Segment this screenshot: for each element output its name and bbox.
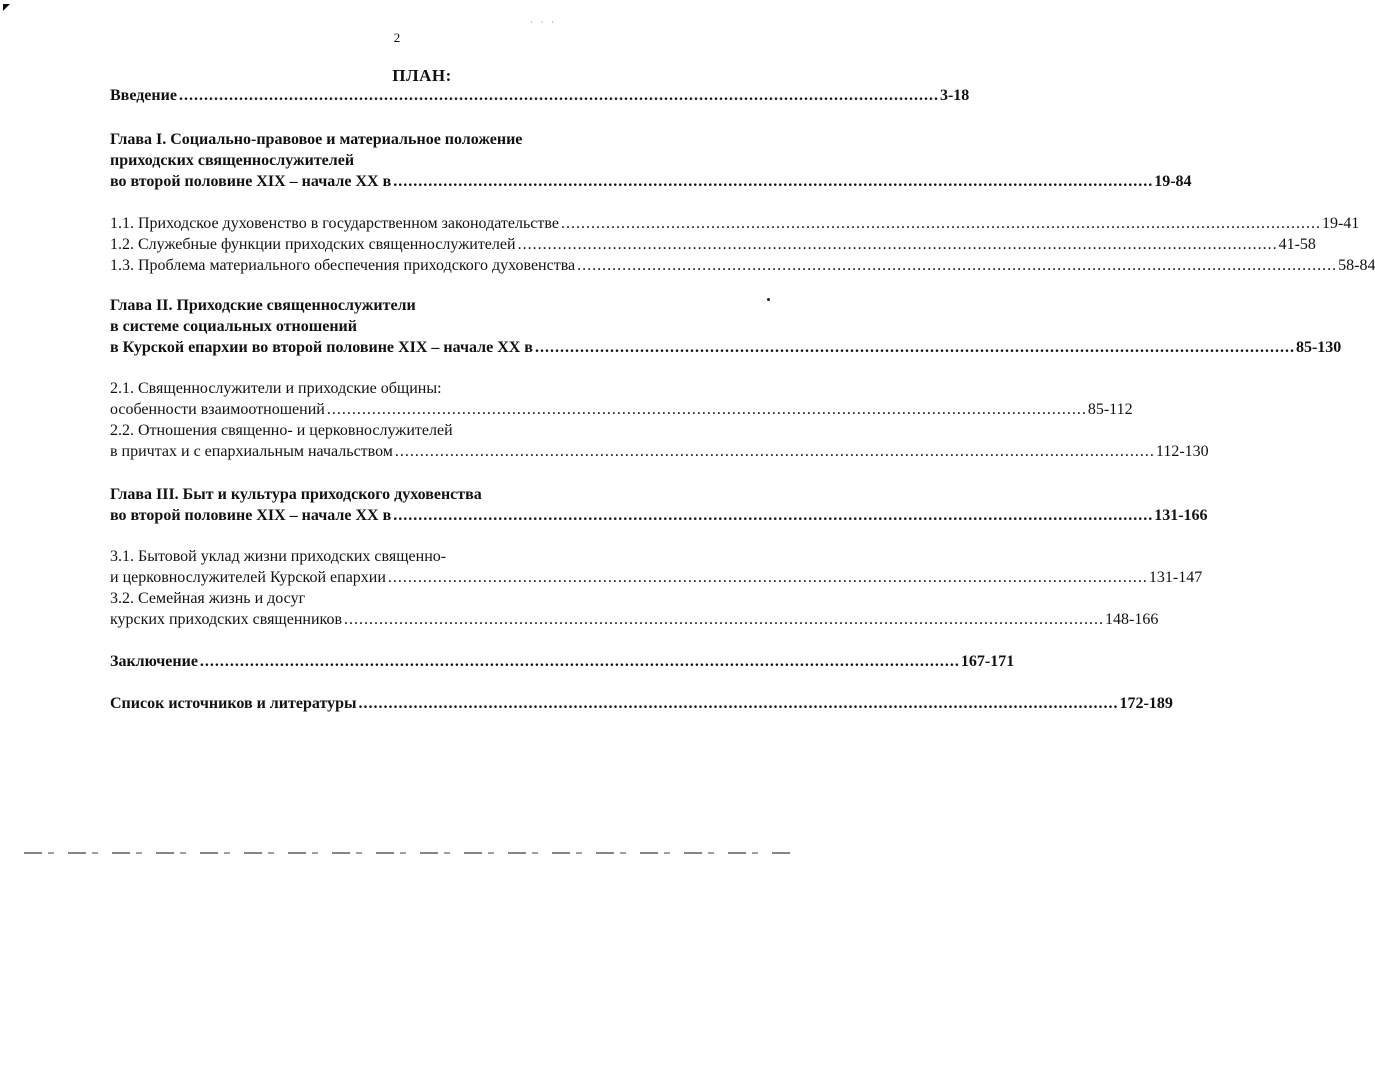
scan-speckles: ··· <box>530 18 562 27</box>
toc-entry-label: особенности взаимоотношений <box>110 401 325 418</box>
toc-entry-pages: 148-166 <box>1105 611 1159 628</box>
toc-leader-dots: ........................................................................................................................................................ <box>199 653 960 670</box>
toc-section-3-1-line-1: 3.1. Бытовой уклад жизни приходских священно- <box>110 548 447 565</box>
toc-entry-label: Список источников и литературы <box>110 695 357 712</box>
toc-section-2-2-line-1: 2.2. Отношения священно- и церковнослужителей <box>110 422 453 439</box>
page-number: 2 <box>393 30 401 45</box>
toc-entry-chapter-2 <box>110 337 1342 358</box>
toc-entry-pages: 3-18 <box>939 87 970 104</box>
toc-chapter-1-line-1: Глава I. Социально-правовое и материальное положение <box>110 131 523 148</box>
toc-entry-pages: 85-112 <box>1087 401 1133 418</box>
toc-entry-label: 1.1. Приходское духовенство в государственном законодательстве <box>110 215 559 232</box>
toc-leader-dots: ........................................................................................................................................................ <box>326 401 1087 418</box>
toc-entry-pages: 58-84 <box>1338 257 1375 274</box>
toc-entry-pages: 41-58 <box>1278 236 1316 253</box>
toc-entry-pages: 167-171 <box>960 653 1015 670</box>
toc-leader-dots: ........................................................................................................................................................ <box>560 215 1321 232</box>
toc-entry-chapter-1 <box>110 171 1192 192</box>
toc-title: ПЛАН: <box>392 66 452 85</box>
toc-chapter-2-line-1: Глава II. Приходские священнослужители <box>110 297 416 314</box>
toc-entry-bibliography <box>110 693 1173 714</box>
toc-entry-label: 1.2. Служебные функции приходских священнослужителей <box>110 236 516 253</box>
toc-leader-dots: ........................................................................................................................................................ <box>534 339 1295 356</box>
toc-chapter-3-line-1: Глава III. Быт и культура приходского духовенства <box>110 486 482 503</box>
toc-entry-pages: 172-189 <box>1119 695 1173 712</box>
toc-leader-dots: ........................................................................................................................................................ <box>577 257 1338 274</box>
toc-entry-pages: 112-130 <box>1155 443 1209 460</box>
toc-entry-section-2-1 <box>110 399 1133 420</box>
toc-leader-dots: ........................................................................................................................................................ <box>387 569 1148 586</box>
toc-leader-dots: ........................................................................................................................................................ <box>393 173 1154 190</box>
toc-entry-section-1-1 <box>110 213 1360 234</box>
toc-entry-label: в причтах и с епархиальным начальством <box>110 443 393 460</box>
toc-entry-pages: 19-41 <box>1321 215 1360 232</box>
toc-entry-pages: 131-147 <box>1148 569 1203 586</box>
toc-leader-dots: ........................................................................................................................................................ <box>393 507 1154 524</box>
toc-entry-label: курских приходских священников <box>110 611 343 628</box>
toc-leader-dots: ........................................................................................................................................................ <box>178 87 939 104</box>
toc-entry-label: в Курской епархии во второй половине XIX – начале XX в <box>110 339 533 356</box>
toc-entry-label: Заключение <box>110 653 198 670</box>
toc-entry-label: Введение <box>110 87 177 104</box>
scan-speck <box>767 298 770 301</box>
scan-corner-mark <box>3 4 10 11</box>
toc-entry-label: во второй половине XIX – начале XX в <box>110 173 392 190</box>
toc-entry-label: 1.3. Проблема материального обеспечения приходского духовенства <box>110 257 576 274</box>
toc-entry-introduction <box>110 85 970 106</box>
toc-entry-section-3-1 <box>110 567 1203 588</box>
toc-leader-dots: ........................................................................................................................................................ <box>358 695 1119 712</box>
scan-artifact-line <box>24 852 794 854</box>
toc-entry-pages: 85-130 <box>1295 339 1342 356</box>
toc-chapter-2-line-2: в системе социальных отношений <box>110 318 357 335</box>
toc-entry-chapter-3 <box>110 505 1208 526</box>
toc-entry-label: и церковнослужителей Курской епархии <box>110 569 386 586</box>
toc-section-3-2-line-1: 3.2. Семейная жизнь и досуг <box>110 590 306 607</box>
toc-entry-label: во второй половине XIX – начале XX в <box>110 507 392 524</box>
toc-entry-section-1-3 <box>110 255 1375 276</box>
toc-leader-dots: ........................................................................................................................................................ <box>394 443 1155 460</box>
toc-entry-section-1-2 <box>110 234 1316 255</box>
toc-entry-conclusion <box>110 651 1015 672</box>
toc-entry-section-3-2 <box>110 609 1159 630</box>
toc-entry-pages: 19-84 <box>1154 173 1192 190</box>
toc-entry-pages: 131-166 <box>1154 507 1208 524</box>
toc-chapter-1-line-2: приходских священнослужителей <box>110 152 355 169</box>
toc-leader-dots: ........................................................................................................................................................ <box>517 236 1278 253</box>
toc-section-2-1-line-1: 2.1. Священнослужители и приходские общины: <box>110 380 442 397</box>
toc-leader-dots: ........................................................................................................................................................ <box>344 611 1105 628</box>
toc-entry-section-2-2 <box>110 441 1209 462</box>
